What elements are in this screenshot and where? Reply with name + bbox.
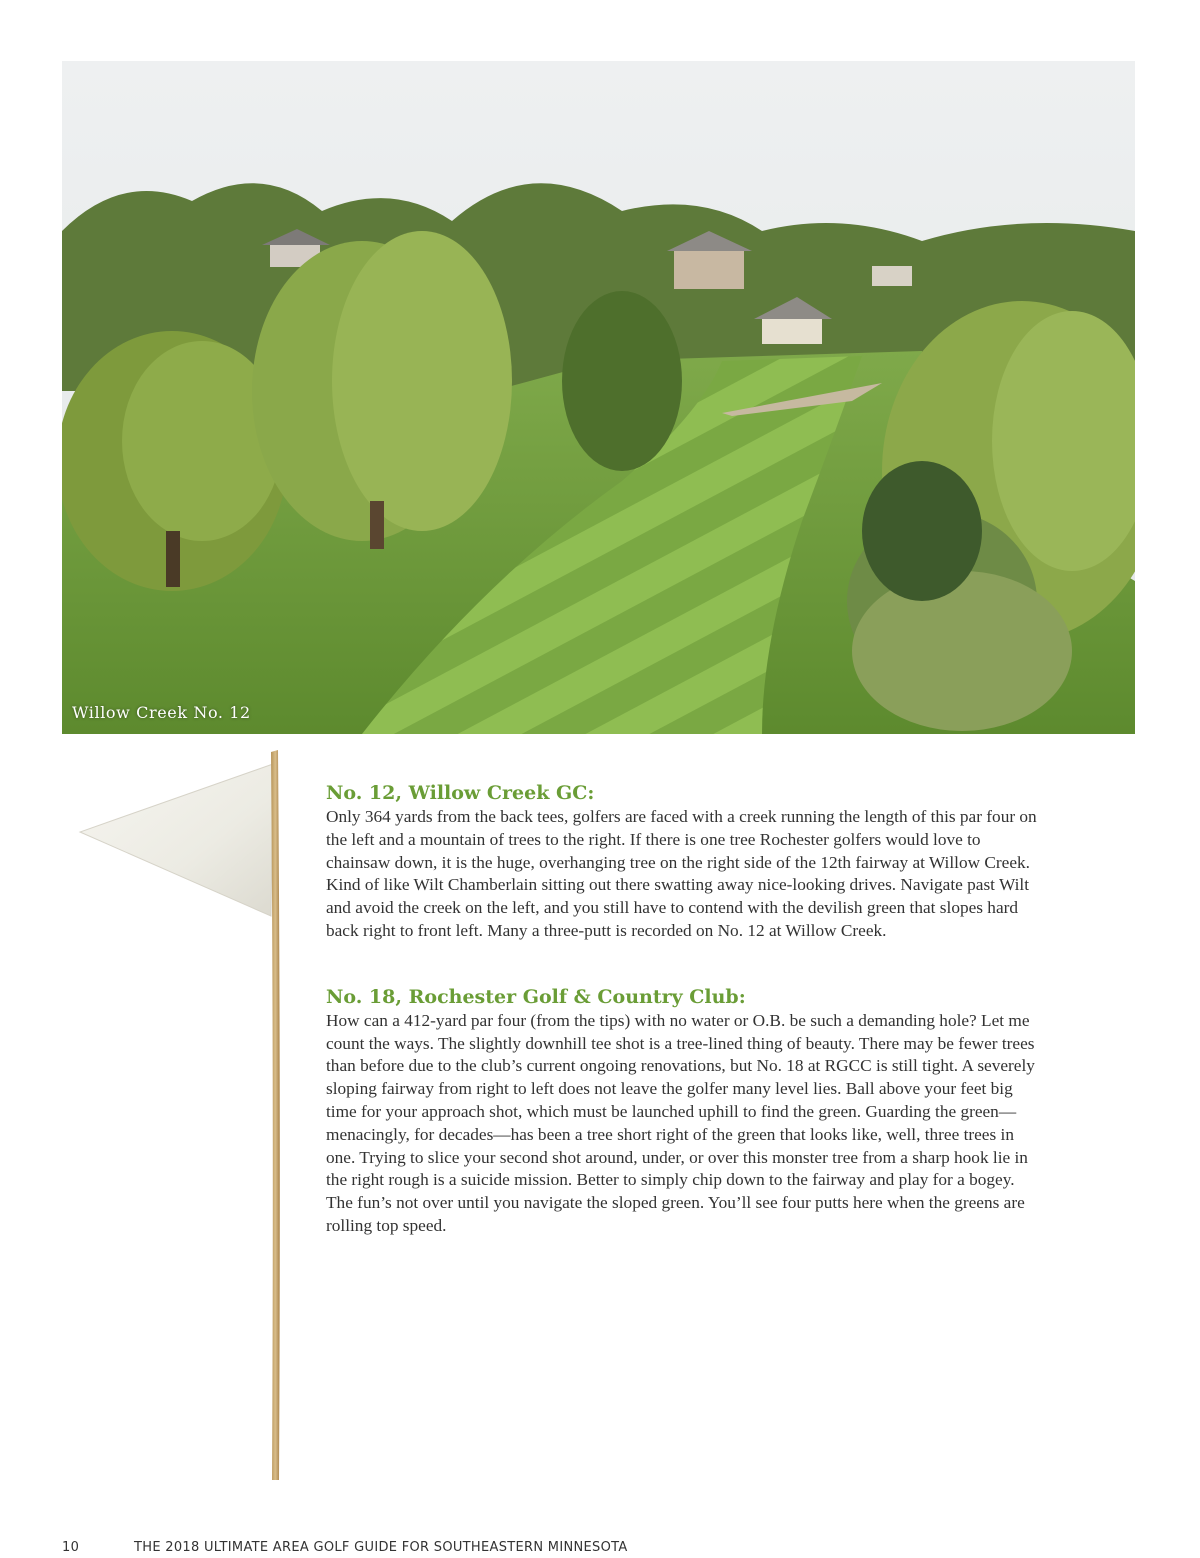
photo-caption: Willow Creek No. 12 [72,703,251,722]
section-rochester-gcc [326,985,1042,1238]
section-heading: No. 12, Willow Creek GC: [326,782,595,804]
section-body: How can a 412-yard par four (from the tips) with no water or O.B. be such a demanding hole? Let me count the ways. The slightly downhill tee shot is a tree-lined thing of beauty. There may be fewer trees than before due to the club’s current ongoing renovations, but No. 18 at RGCC is still tight. A severely sloping fairway from right to left does not leave the golfer many level lies. Ball above your feet big time for your approach shot, which must be launched uphill to find the green. Guarding the green—menacingly, for decades—has been a tree short right of the green that looks like, well, three trees in one. Trying to slice your second shot around, under, or over this monster tree from a sharp hook lie in the right rough is a suicide mission. Better to simply chip down to the fairway and play for a bogey. The fun’s not over until you navigate the sloped green. You’ll see four putts here when the greens are rolling top speed. [326,1010,1035,1235]
article [326,781,1042,1280]
section-heading: No. 18, Rochester Golf & Country Club: [326,985,746,1008]
section-body: Only 364 yards from the back tees, golfers are faced with a creek running the length of this par four on the left and a mountain of trees to the right. If there is one tree Rochester golfers would love to chainsaw down, it is the huge, overhanging tree on the right side of the 12th fairway at Willow Creek. Kind of like Wilt Chamberlain sitting out there swatting away nice-looking drives. Navigate past Wilt and avoid the creek on the left, and you still have to contend with the devilish green that slopes hard back right to front left. Many a three-putt is recorded on No. 12 at Willow Creek. [326,807,1037,940]
section-willow-creek [326,781,1042,943]
golf-flag-icon [76,746,296,1486]
page-number: 10 [62,1540,80,1555]
golf-flag-illustration [76,746,296,1486]
golf-course-illustration [62,61,1135,734]
publication-title: THE 2018 ULTIMATE AREA GOLF GUIDE FOR SOUTHEASTERN MINNESOTA [134,1540,628,1555]
golf-course-photo [62,61,1135,734]
